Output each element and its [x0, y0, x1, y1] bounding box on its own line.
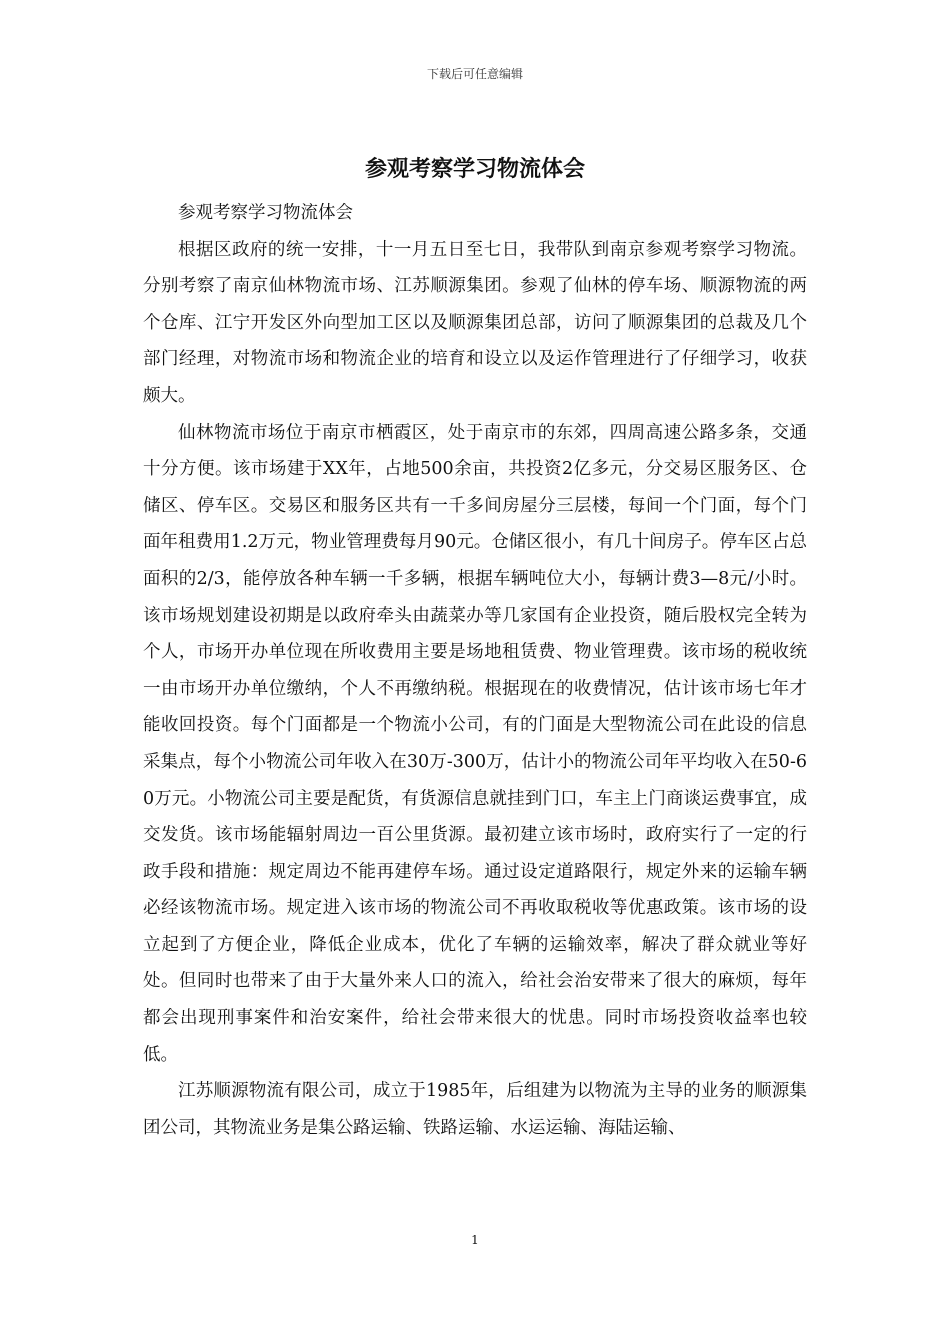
page-number: 1 [471, 1233, 479, 1247]
header-note: 下载后可任意编辑 [426, 67, 523, 81]
document-body [143, 195, 807, 1146]
paragraph-intro: 根据区政府的统一安排，十一月五日至七日，我带队到南京参观考察学习物流。分别考察了南京仙林物流市场、江苏顺源集团。参观了仙林的停车场、顺源物流的两个仓库、江宁开发区外向型加工区以及顺源集团总部，访问了顺源集团的总裁及几个部门经理，对物流市场和物流企业的培育和设立以及运作管理进行了仔细学习，收获颇大。 [143, 239, 807, 406]
paragraph-subtitle: 参观考察学习物流体会 [178, 203, 353, 223]
paragraph-shunyuan-logistics: 江苏顺源物流有限公司，成立于1985年，后组建为以物流为主导的业务的顺源集团公司，其物流业务是集公路运输、铁路运输、水运运输、海陆运输、 [143, 1081, 807, 1138]
paragraph-xianlin-market: 仙林物流市场位于南京市栖霞区，处于南京市的东郊，四周高速公路多条，交通十分方便。该市场建于XX年，占地500余亩，共投资2亿多元，分交易区服务区、仓储区、停车区。交易区和服务区共有一千多间房屋分三层楼，每间一个门面，每个门面年租费用1.2万元，物业管理费每月90元。仓储区很小，有几十间房子。停车区占总面积的2/3，能停放各种车辆一千多辆，根据车辆吨位大小，每辆计费3—8元/小时。该市场规划建设初期是以政府牵头由蔬菜办等几家国有企业投资，随后股权完全转为个人，市场开办单位现在所收费用主要是场地租赁费、物业管理费。该市场的税收统一由市场开办单位缴纳，个人不再缴纳税。根据现在的收费情况，估计该市场七年才能收回投资。每个门面都是一个物流小公司，有的门面是大型物流公司在此设的信息采集点，每个小物流公司年收入在30万-300万，估计小的物流公司年平均收入在50-60万元。小物流公司主要是配货，有货源信息就挂到门口，车主上门商谈运费事宜，成交发货。该市场能辐射周边一百公里货源。最初建立该市场时，政府实行了一定的行政手段和措施：规定周边不能再建停车场。通过设定道路限行，规定外来的运输车辆必经该物流市场。规定进入该市场的物流公司不再收取税收等优惠政策。该市场的设立起到了方便企业，降低企业成本，优化了车辆的运输效率，解决了群众就业等好处。但同时也带来了由于大量外来人口的流入，给社会治安带来了很大的麻烦，每年都会出现刑事案件和治安案件，给社会带来很大的忧患。同时市场投资收益率也较低。 [143, 422, 807, 1065]
document-title: 参观考察学习物流体会 [364, 157, 585, 182]
